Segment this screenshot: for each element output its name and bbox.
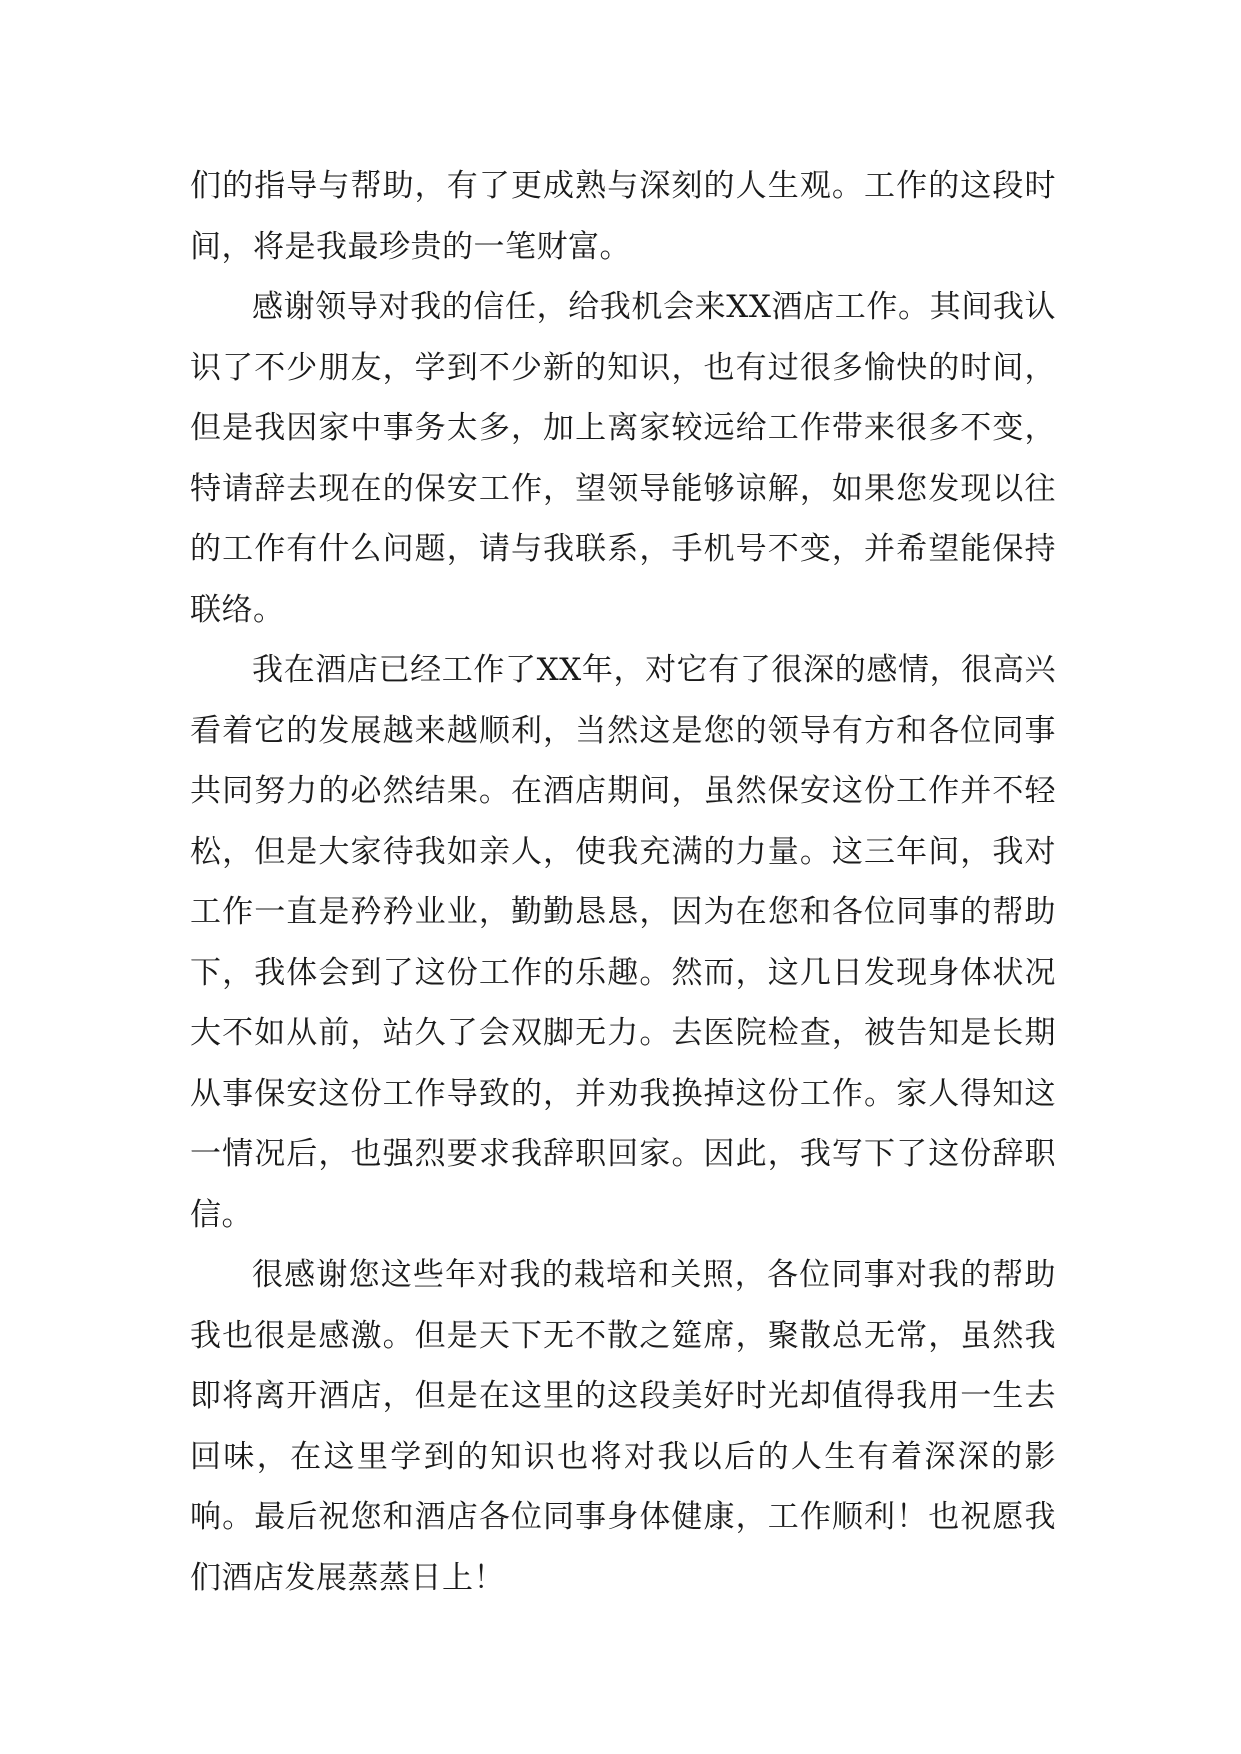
paragraph-closing: 很感谢您这些年对我的栽培和关照，各位同事对我的帮助我也很是感激。但是天下无不散之筵席，聚散总无常，虽然我即将离开酒店，但是在这里的这段美好时光却值得我用一生去回味，在这里学到的知识也将对我以后的人生有着深深的影响。最后祝您和酒店各位同事身体健康，工作顺利！也祝愿我们酒店发展蒸蒸日上！ (190, 1257, 1056, 1596)
paragraph-gratitude: 感谢领导对我的信任，给我机会来XX酒店工作。其间我认识了不少朋友，学到不少新的知识，也有过很多愉快的时间，但是我因家中事务太多，加上离家较远给工作带来很多不变，特请辞去现在的保安工作，望领导能够谅解，如果您发现以往的工作有什么问题，请与我联系，手机号不变，并希望能保持联络。 (190, 289, 1056, 628)
paragraph-reason: 我在酒店已经工作了XX年，对它有了很深的感情，很高兴看着它的发展越来越顺利，当然这是您的领导有方和各位同事共同努力的必然结果。在酒店期间，虽然保安这份工作并不轻松，但是大家待我如亲人，使我充满的力量。这三年间，我对工作一直是矜矜业业，勤勤恳恳，因为在您和各位同事的帮助下，我体会到了这份工作的乐趣。然而，这几日发现身体状况大不如从前，站久了会双脚无力。去医院检查，被告知是长期从事保安这份工作导致的，并劝我换掉这份工作。家人得知这一情况后，也强烈要求我辞职回家。因此，我写下了这份辞职信。 (190, 652, 1056, 1233)
paragraph-continuation: 们的指导与帮助，有了更成熟与深刻的人生观。工作的这段时间，将是我最珍贵的一笔财富。 (190, 168, 1056, 265)
letter-body (190, 156, 1056, 1608)
